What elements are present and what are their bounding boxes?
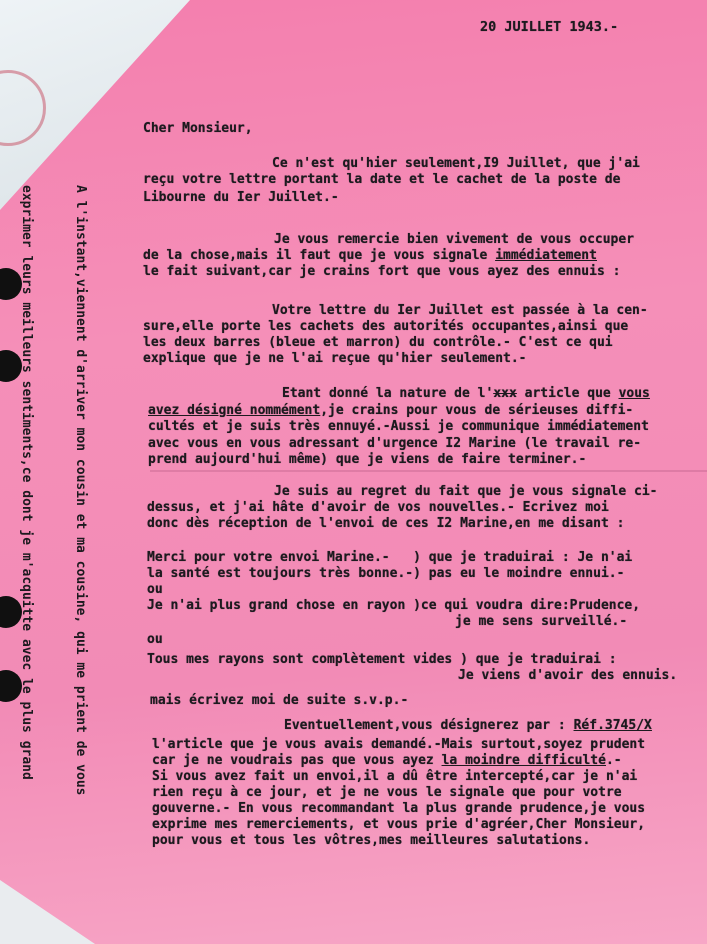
body-line: sure,elle porte les cachets des autorités occupantes,ainsi que <box>143 319 629 334</box>
margin-line: exprimer leurs meilleurs sentiments,ce dont je m'acquitte avec le plus grand <box>19 185 34 780</box>
text-run: car je ne voudrais pas que vous ayez <box>152 753 442 768</box>
body-line <box>152 753 622 768</box>
body-line: les deux barres (bleue et marron) du contrôle.- C'est ce qui <box>143 335 613 350</box>
body-line: l'article que je vous avais demandé.-Mais surtout,soyez prudent <box>152 737 646 752</box>
letter-date: 20 JUILLET 1943.- <box>480 19 619 35</box>
struck-text: xxx <box>493 386 517 401</box>
option-separator: ou <box>147 582 163 597</box>
body-line: avec vous en vous adressant d'urgence I2 Marine (le travail re- <box>148 436 642 451</box>
body-line: cultés et je suis très ennuyé.-Aussi je communique immédiatement <box>148 419 649 434</box>
salutation: Cher Monsieur, <box>143 121 253 136</box>
body-line: gouverne.- En vous recommandant la plus grande prudence,je vous <box>152 801 646 816</box>
underlined-text: la moindre difficulté <box>441 753 606 768</box>
body-line: explique que je ne l'ai reçue qu'hier seulement.- <box>143 351 527 366</box>
option-line: Je viens d'avoir des ennuis. <box>458 668 678 683</box>
body-line: prend aujourd'hui même) que je viens de faire terminer.- <box>148 452 587 467</box>
body-line: le fait suivant,car je crains fort que vous ayez des ennuis : <box>143 264 621 279</box>
text-run: de la chose,mais il faut que je vous signale <box>143 248 496 263</box>
underlined-text: vous <box>618 386 650 401</box>
paper-fold <box>150 470 707 472</box>
body-line <box>143 248 597 263</box>
margin-note <box>0 185 125 915</box>
text-run: ,je crains pour vous de sérieuses diffi- <box>320 403 634 418</box>
body-line: reçu votre lettre portant la date et le cachet de la poste de <box>143 172 621 187</box>
option-line: la santé est toujours très bonne.-) pas eu le moindre ennui.- <box>147 566 625 581</box>
text-run: Eventuellement,vous désignerez par : <box>284 718 574 733</box>
body-line: exprime mes remerciements, et vous prie d'agréer,Cher Monsieur, <box>152 817 646 832</box>
body-line: Je suis au regret du fait que je vous signale ci- <box>274 484 658 499</box>
body-line <box>148 403 633 418</box>
body-line: Votre lettre du Ier Juillet est passée à la cen- <box>272 303 648 318</box>
body-line <box>282 386 650 401</box>
text-run: .- <box>605 753 622 768</box>
option-line: Je n'ai plus grand chose en rayon )ce qui voudra dire:Prudence, <box>147 598 641 613</box>
option-line: je me sens surveillé.- <box>455 614 628 629</box>
margin-line: A l'instant,viennent d'arriver mon cousin et ma cousine, qui me prient de vous <box>73 185 88 796</box>
option-line: Merci pour votre envoi Marine.- ) que je traduirai : Je n'ai <box>147 550 633 565</box>
body-line: donc dès réception de l'envoi de ces I2 Marine,en me disant : <box>147 516 625 531</box>
text-run: article que <box>516 386 619 401</box>
body-line: rien reçu à ce jour, et je ne vous le signale que pour votre <box>152 785 622 800</box>
body-line: Je vous remercie bien vivement de vous occuper <box>274 232 635 247</box>
underlined-text: avez désigné nommément <box>148 403 321 418</box>
body-line: Libourne du Ier Juillet.- <box>143 190 339 205</box>
body-line <box>284 718 652 733</box>
text-run: Etant donné la nature de l' <box>282 386 494 401</box>
option-line: Tous mes rayons sont complètement vides ) que je traduirai : <box>147 652 617 667</box>
body-line: pour vous et tous les vôtres,mes meilleures salutations. <box>152 833 591 848</box>
body-line: Si vous avez fait un envoi,il a dû être intercepté,car je n'ai <box>152 769 638 784</box>
body-line: Ce n'est qu'hier seulement,I9 Juillet, que j'ai <box>272 156 640 171</box>
body-line: dessus, et j'ai hâte d'avoir de vos nouvelles.- Ecrivez moi <box>147 500 609 515</box>
option-line: mais écrivez moi de suite s.v.p.- <box>150 693 409 708</box>
underlined-text: immédiatement <box>495 248 597 263</box>
option-separator: ou <box>147 632 163 647</box>
underlined-text: Réf.3745/X <box>573 718 652 733</box>
